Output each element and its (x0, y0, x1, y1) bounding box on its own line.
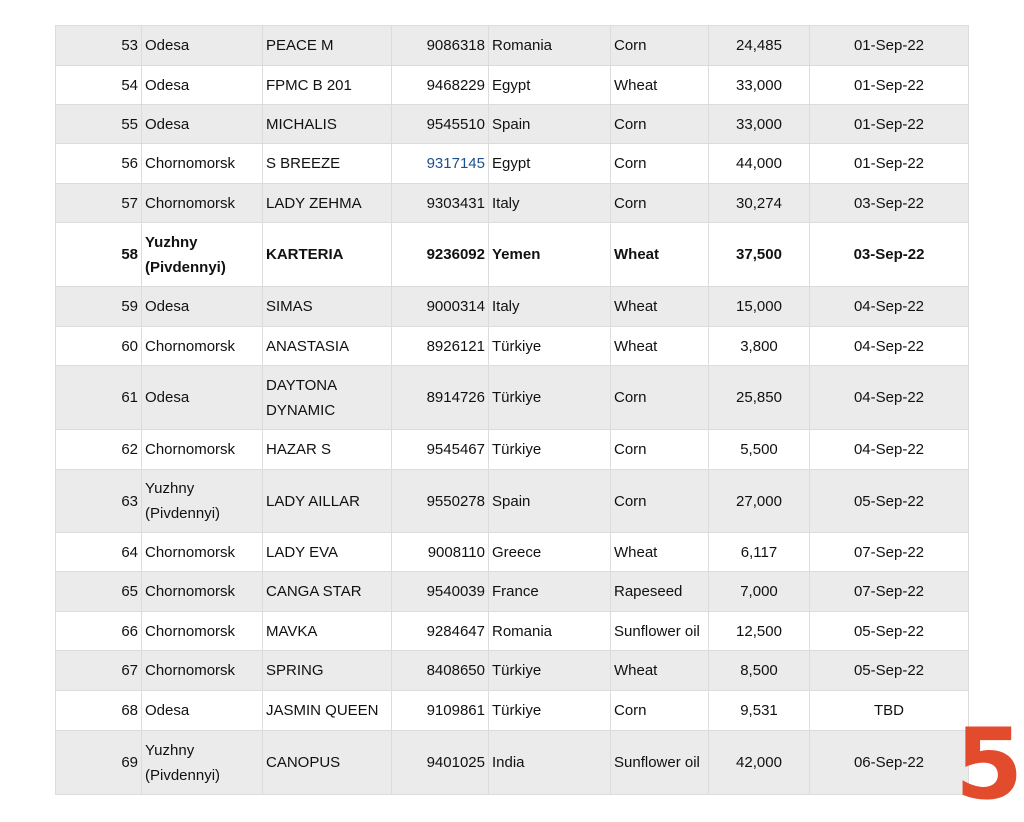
departure-date: 04-Sep-22 (810, 327, 969, 366)
cargo-type: Wheat (611, 533, 709, 572)
imo-number: 9545510 (392, 105, 489, 144)
departure-port: Chornomorsk (142, 612, 263, 651)
table-row (56, 66, 969, 105)
imo-number: 8408650 (392, 651, 489, 691)
departure-port: Chornomorsk (142, 533, 263, 572)
table-row (56, 287, 969, 327)
row-number: 66 (56, 612, 142, 651)
departure-date: 05-Sep-22 (810, 651, 969, 691)
vessel-name: ANASTASIA (263, 327, 392, 366)
departure-port: Yuzhny (Pivdennyi) (142, 470, 263, 533)
row-number: 58 (56, 223, 142, 287)
destination-country: Egypt (489, 66, 611, 105)
cargo-type: Sunflower oil (611, 731, 709, 795)
departure-port: Chornomorsk (142, 572, 263, 612)
row-number: 65 (56, 572, 142, 612)
imo-number: 9236092 (392, 223, 489, 287)
row-number: 69 (56, 731, 142, 795)
vessel-name: LADY EVA (263, 533, 392, 572)
vessel-name: JASMIN QUEEN (263, 691, 392, 731)
table-row (56, 691, 969, 731)
cargo-type: Corn (611, 691, 709, 731)
tonnage: 6,117 (709, 533, 810, 572)
table-row (56, 651, 969, 691)
imo-number: 9109861 (392, 691, 489, 731)
vessel-name: FPMC B 201 (263, 66, 392, 105)
destination-country: Spain (489, 105, 611, 144)
destination-country: Italy (489, 184, 611, 223)
tonnage: 30,274 (709, 184, 810, 223)
destination-country: Egypt (489, 144, 611, 184)
destination-country: Romania (489, 612, 611, 651)
vessel-name: MICHALIS (263, 105, 392, 144)
destination-country: Türkiye (489, 651, 611, 691)
cargo-type: Corn (611, 430, 709, 470)
row-number: 55 (56, 105, 142, 144)
cargo-type: Corn (611, 184, 709, 223)
table-row (56, 144, 969, 184)
row-number: 60 (56, 327, 142, 366)
destination-country: Italy (489, 287, 611, 327)
vessel-name: S BREEZE (263, 144, 392, 184)
departure-port: Odesa (142, 105, 263, 144)
departure-date: 04-Sep-22 (810, 366, 969, 430)
departure-port: Odesa (142, 691, 263, 731)
departure-port: Odesa (142, 366, 263, 430)
imo-number: 8926121 (392, 327, 489, 366)
vessel-name: SIMAS (263, 287, 392, 327)
table-row (56, 572, 969, 612)
imo-number: 9303431 (392, 184, 489, 223)
tonnage: 9,531 (709, 691, 810, 731)
vessel-name: KARTERIA (263, 223, 392, 287)
destination-country: Türkiye (489, 691, 611, 731)
imo-number: 9540039 (392, 572, 489, 612)
vessel-name: MAVKA (263, 612, 392, 651)
departure-date: 07-Sep-22 (810, 572, 969, 612)
row-number: 61 (56, 366, 142, 430)
destination-country: Greece (489, 533, 611, 572)
cargo-type: Wheat (611, 223, 709, 287)
departure-date: 01-Sep-22 (810, 105, 969, 144)
row-number: 53 (56, 26, 142, 66)
destination-country: Türkiye (489, 366, 611, 430)
row-number: 68 (56, 691, 142, 731)
destination-country: Romania (489, 26, 611, 66)
imo-number: 8914726 (392, 366, 489, 430)
departure-date: 01-Sep-22 (810, 144, 969, 184)
imo-number: 9550278 (392, 470, 489, 533)
departure-port: Odesa (142, 287, 263, 327)
row-number: 67 (56, 651, 142, 691)
tonnage: 12,500 (709, 612, 810, 651)
departure-port: Chornomorsk (142, 430, 263, 470)
vessel-name: LADY ZEHMA (263, 184, 392, 223)
imo-number-link[interactable]: 9317145 (392, 144, 489, 184)
row-number: 64 (56, 533, 142, 572)
shipments-table (55, 25, 969, 795)
destination-country: Türkiye (489, 327, 611, 366)
cargo-type: Rapeseed (611, 572, 709, 612)
tonnage: 8,500 (709, 651, 810, 691)
imo-number: 9468229 (392, 66, 489, 105)
departure-date: 05-Sep-22 (810, 612, 969, 651)
departure-date: 01-Sep-22 (810, 66, 969, 105)
imo-number: 9086318 (392, 26, 489, 66)
destination-country: France (489, 572, 611, 612)
cargo-type: Corn (611, 470, 709, 533)
cargo-type: Corn (611, 366, 709, 430)
vessel-name: DAYTONA DYNAMIC (263, 366, 392, 430)
departure-date: 03-Sep-22 (810, 184, 969, 223)
cargo-type: Corn (611, 105, 709, 144)
departure-port: Chornomorsk (142, 144, 263, 184)
imo-number: 9000314 (392, 287, 489, 327)
departure-date: 05-Sep-22 (810, 470, 969, 533)
tonnage: 5,500 (709, 430, 810, 470)
imo-number: 9545467 (392, 430, 489, 470)
tonnage: 15,000 (709, 287, 810, 327)
cargo-type: Corn (611, 144, 709, 184)
destination-country: Spain (489, 470, 611, 533)
table-row (56, 26, 969, 66)
departure-port: Chornomorsk (142, 184, 263, 223)
imo-number: 9401025 (392, 731, 489, 795)
row-number: 62 (56, 430, 142, 470)
row-number: 56 (56, 144, 142, 184)
departure-date: 01-Sep-22 (810, 26, 969, 66)
vessel-name: PEACE M (263, 26, 392, 66)
tonnage: 37,500 (709, 223, 810, 287)
vessel-name: SPRING (263, 651, 392, 691)
cargo-type: Wheat (611, 651, 709, 691)
vessel-name: LADY AILLAR (263, 470, 392, 533)
cargo-type: Corn (611, 26, 709, 66)
destination-country: Türkiye (489, 430, 611, 470)
tonnage: 24,485 (709, 26, 810, 66)
table-row (56, 731, 969, 795)
tonnage: 44,000 (709, 144, 810, 184)
table-row-highlighted (56, 223, 969, 287)
cargo-type: Wheat (611, 327, 709, 366)
row-number: 59 (56, 287, 142, 327)
vessel-name: HAZAR S (263, 430, 392, 470)
departure-date: 04-Sep-22 (810, 287, 969, 327)
table-row (56, 105, 969, 144)
page-number: 5 (955, 708, 1024, 822)
row-number: 63 (56, 470, 142, 533)
cargo-type: Sunflower oil (611, 612, 709, 651)
row-number: 57 (56, 184, 142, 223)
cargo-type: Wheat (611, 287, 709, 327)
tonnage: 25,850 (709, 366, 810, 430)
destination-country: Yemen (489, 223, 611, 287)
departure-port: Chornomorsk (142, 651, 263, 691)
table-row (56, 612, 969, 651)
departure-date: 07-Sep-22 (810, 533, 969, 572)
table-row (56, 533, 969, 572)
departure-date: TBD (810, 691, 969, 731)
tonnage: 27,000 (709, 470, 810, 533)
tonnage: 3,800 (709, 327, 810, 366)
departure-port: Yuzhny (Pivdennyi) (142, 731, 263, 795)
row-number: 54 (56, 66, 142, 105)
tonnage: 42,000 (709, 731, 810, 795)
table-row (56, 470, 969, 533)
table-row (56, 366, 969, 430)
table-row (56, 184, 969, 223)
table-row (56, 327, 969, 366)
departure-port: Odesa (142, 66, 263, 105)
table-row (56, 430, 969, 470)
cargo-type: Wheat (611, 66, 709, 105)
imo-number: 9284647 (392, 612, 489, 651)
vessel-name: CANOPUS (263, 731, 392, 795)
destination-country: India (489, 731, 611, 795)
departure-port: Chornomorsk (142, 327, 263, 366)
tonnage: 7,000 (709, 572, 810, 612)
tonnage: 33,000 (709, 66, 810, 105)
departure-date: 03-Sep-22 (810, 223, 969, 287)
vessel-name: CANGA STAR (263, 572, 392, 612)
tonnage: 33,000 (709, 105, 810, 144)
departure-date: 06-Sep-22 (810, 731, 969, 795)
departure-date: 04-Sep-22 (810, 430, 969, 470)
departure-port: Yuzhny (Pivdennyi) (142, 223, 263, 287)
departure-port: Odesa (142, 26, 263, 66)
imo-number: 9008110 (392, 533, 489, 572)
